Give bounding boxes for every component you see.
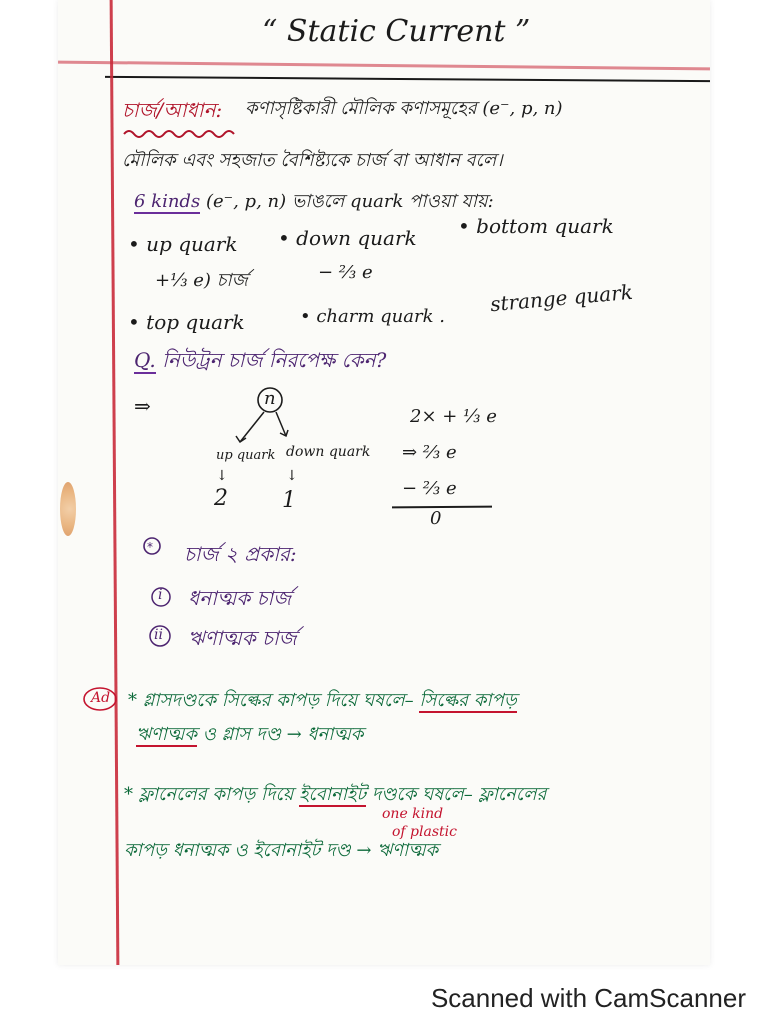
svg-text:*: * <box>147 540 153 554</box>
camscanner-watermark: Scanned with CamScanner <box>430 983 746 1013</box>
quark-down: • down quark <box>278 226 417 250</box>
quark-strange: strange quark <box>489 279 634 317</box>
calc-line-1: 2× + ⅓ e <box>410 406 497 427</box>
types-heading: চার্জ ২ প্রকার: <box>184 542 297 566</box>
kinds-lead: 6 kinds <box>134 191 201 212</box>
question-text: নিউট্রন চার্জ নিরপেক্ষ কেন? <box>162 348 387 372</box>
title-text: Static Current <box>286 14 506 49</box>
note-2-line-1-b: ইবোনাইট <box>299 784 367 805</box>
up-quark-label: up quark <box>216 448 276 463</box>
note-2-annotation-1: one kind <box>382 806 444 822</box>
quark-up-charge: +⅓ e) চার্জ <box>155 270 248 291</box>
kinds-line <box>134 187 494 218</box>
types-item-1: ধনাত্মক চার্জ <box>188 586 292 610</box>
note-1-line-2-a: ঋণাত্মক <box>136 724 197 745</box>
note-2-line-2: কাপড় ধনাত্মক ও ইবোনাইট দণ্ড → ঋণাত্মক <box>124 840 439 861</box>
note-2-line-1-a: * ফ্লানেলের কাপড় দিয়ে <box>124 784 294 805</box>
note-2-annotation-2: of plastic <box>392 824 457 840</box>
types-item-2-num: ii <box>154 627 163 643</box>
down-quark-count: 1 <box>282 488 296 513</box>
types-item-2: ঋণাত্মক চার্জ <box>188 626 297 650</box>
squiggle-underline <box>124 128 234 140</box>
types-item-1-num: i <box>158 587 163 603</box>
down-quark-label: down quark <box>286 444 371 460</box>
note-2-line-1-d: ফ্লানেলের <box>478 784 547 805</box>
branch-left <box>240 412 264 442</box>
punch-hole <box>60 482 76 536</box>
note-2-line-1-c: দণ্ডকে ঘষলে– <box>371 784 473 805</box>
quark-down-charge: − ⅔ e <box>318 262 373 283</box>
page-title <box>262 14 530 49</box>
ad-badge-text: Ad <box>91 690 111 706</box>
note-1-line-1-b: সিল্কের কাপড় <box>419 690 517 711</box>
implies-arrow: ⇒ <box>134 394 151 418</box>
question-line <box>134 346 386 379</box>
quark-up: • up quark <box>128 232 238 256</box>
neutron-node-label: n <box>264 388 276 409</box>
question-label: Q. <box>134 348 156 372</box>
note-1-line-2 <box>136 720 363 751</box>
note-2-line-1 <box>124 780 546 811</box>
calc-result: 0 <box>430 508 442 529</box>
down-arrow-2: ↓ <box>286 468 298 484</box>
definition-line-2: মৌলিক এবং সহজাত বৈশিষ্ট্যকে চার্জ বা আধান বলে। <box>122 150 503 171</box>
title-open-quote: “ <box>262 14 278 49</box>
calc-line-2: ⇒ ⅔ e <box>402 442 457 463</box>
definition-line-1: কণাসৃষ্টিকারী মৌলিক কণাসমূহের (e⁻, p, n) <box>245 98 563 119</box>
calc-line-3: − ⅔ e <box>402 478 457 499</box>
note-1-line-1-a: * গ্লাসদণ্ডকে সিল্কের কাপড় দিয়ে ঘষলে– <box>128 690 414 711</box>
branch-right <box>276 412 286 436</box>
definition-label: চার্জ/আধান: <box>122 98 223 122</box>
star-circle-icon <box>142 536 162 556</box>
note-1-line-1 <box>128 686 517 717</box>
up-quark-count: 2 <box>214 486 228 511</box>
note-1-line-2-b: ও গ্লাস দণ্ড → ধনাত্মক <box>202 724 364 745</box>
title-close-quote: ” <box>515 14 531 49</box>
quark-bottom: • bottom quark <box>458 214 614 238</box>
quark-charm: • charm quark . <box>300 306 445 327</box>
quark-top: • top quark <box>128 310 245 334</box>
kinds-rest: (e⁻, p, n) ভাঙলে quark পাওয়া যায়: <box>205 191 494 212</box>
down-arrow-1: ↓ <box>216 468 228 484</box>
